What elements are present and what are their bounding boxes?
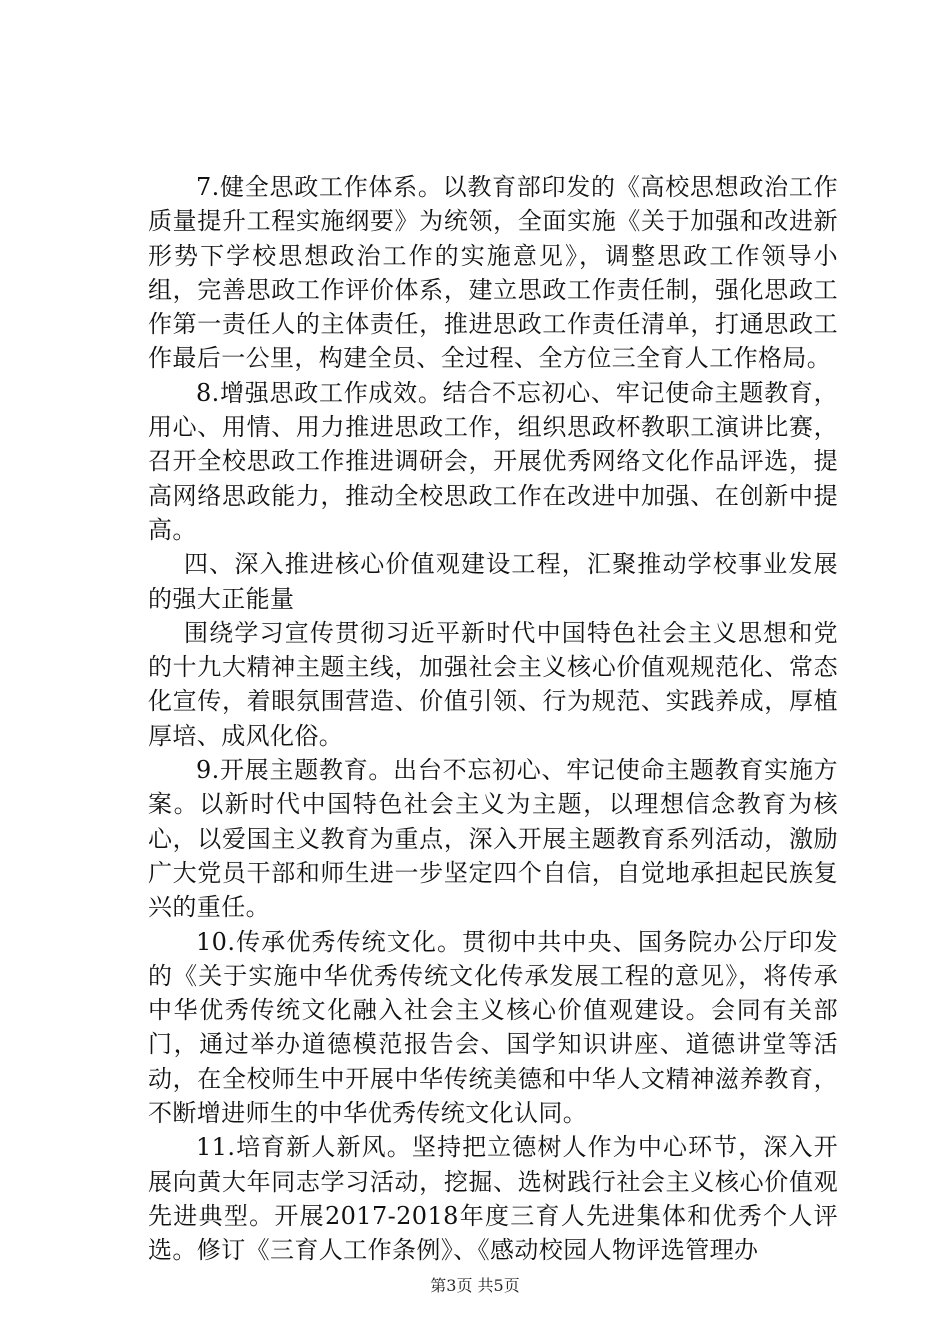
page-number-footer: 第3页 共5页 — [430, 1276, 520, 1295]
paragraph-item-7: 7.健全思政工作体系。以教育部印发的《高校思想政治工作质量提升工程实施纲要》为统领，全面实施《关于加强和改进新形势下学校思想政治工作的实施意见》，调整思政工作领导小组，完善思政工作评价体系，建立思政工作责任制，强化思政工作第一责任人的主体责任，推进思政工作责任清单，打通思政工作最后一公里，构建全员、全过程、全方位三全育人工作格局。 — [148, 173, 838, 373]
paragraph-item-10: 10.传承优秀传统文化。贯彻中共中央、国务院办公厅印发的《关于实施中华优秀传统文化传承发展工程的意见》，将传承中华优秀传统文化融入社会主义核心价值观建设。会同有关部门，通过举办道德模范报告会、国学知识讲座、道德讲堂等活动，在全校师生中开展中华传统美德和中华人文精神滋养教育，不断增进师生的中华优秀传统文化认同。 — [148, 927, 838, 1128]
section-heading-4: 四、深入推进核心价值观建设工程，汇聚推动学校事业发展的强大正能量 — [148, 550, 838, 613]
document-body — [148, 170, 838, 1268]
paragraph-item-11: 11.培育新人新风。坚持把立德树人作为中心环节，深入开展向黄大年同志学习活动，挖掘、选树践行社会主义核心价值观先进典型。开展2017-2018年度三育人先进集体和优秀个人评选。修订《三育人工作条例》、《感动校园人物评选管理办 — [148, 1133, 838, 1265]
paragraph-item-8: 8.增强思政工作成效。结合不忘初心、牢记使命主题教育，用心、用情、用力推进思政工作，组织思政杯教职工演讲比赛，召开全校思政工作推进调研会，开展优秀网络文化作品评选，提高网络思政能力，推动全校思政工作在改进中加强、在创新中提高。 — [148, 378, 838, 544]
section-intro-paragraph: 围绕学习宣传贯彻习近平新时代中国特色社会主义思想和党的十九大精神主题主线，加强社会主义核心价值观规范化、常态化宣传，着眼氛围营造、价值引领、行为规范、实践养成，厚植厚培、成风化俗。 — [148, 618, 838, 750]
paragraph-item-9: 9.开展主题教育。出台不忘初心、牢记使命主题教育实施方案。以新时代中国特色社会主义为主题，以理想信念教育为核心，以爱国主义教育为重点，深入开展主题教育系列活动，激励广大党员干部和师生进一步坚定四个自信，自觉地承担起民族复兴的重任。 — [148, 756, 838, 922]
